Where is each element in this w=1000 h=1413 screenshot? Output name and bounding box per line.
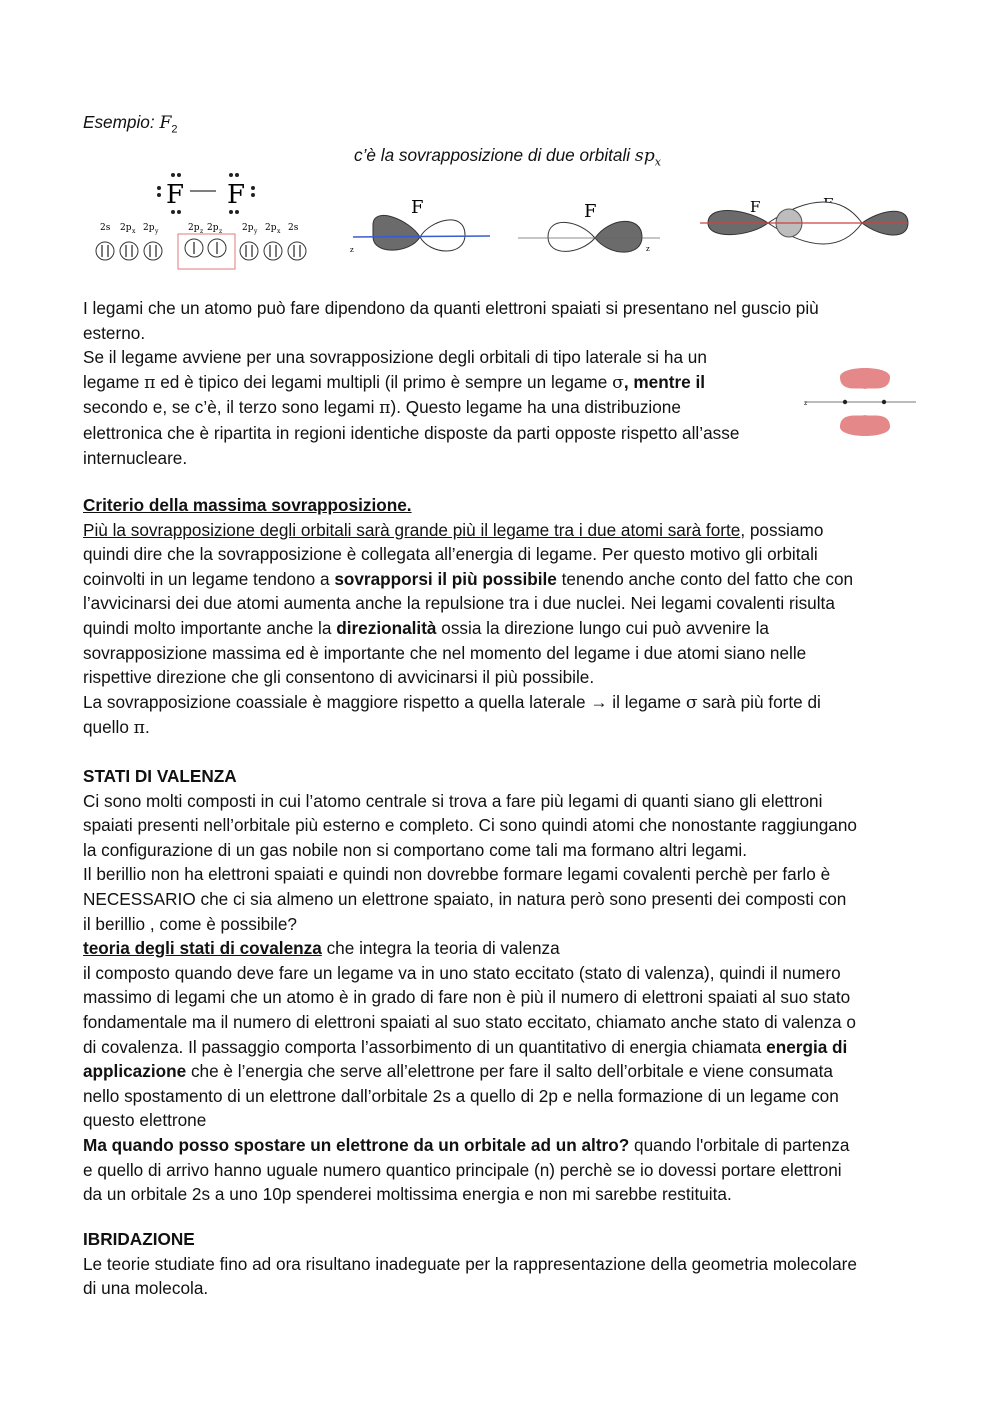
svg-text:x: x <box>132 228 136 235</box>
stati-line: di covalenza. Il passaggio comporta l’assorbimento di un quantitativo di energia chiamata energia di <box>83 1036 848 1057</box>
criterio-line: Più la sovrapposizione degli orbitali sarà grande più il legame tra i due atomi sarà forte, possiamo <box>83 519 824 540</box>
criterio-line: quindi molto importante anche la direzionalità ossia la direzione lungo cui può avvenire la <box>83 617 769 638</box>
orbital-labels <box>100 223 299 235</box>
section-stati-valenza <box>83 764 923 1207</box>
svg-text:F: F <box>584 201 597 222</box>
section-title: IBRIDAZIONE <box>83 1229 195 1249</box>
p1-line: secondo e, se c’è, il terzo sono legami π). Questo legame ha una distribuzione <box>83 397 681 419</box>
svg-text:y: y <box>254 228 258 235</box>
example-subscript: 2 <box>171 123 178 136</box>
orb-label-2pz-a: 2p <box>188 223 200 233</box>
stati-line: questo elettrone <box>83 1110 207 1131</box>
lewis-f-right: F <box>227 180 246 210</box>
section-ibridazione <box>83 1227 923 1301</box>
p1-line: legame π ed è tipico dei legami multipli (il primo è sempre un legame σ, mentre il <box>83 371 706 393</box>
orb-label-2px-left: 2p <box>120 223 132 233</box>
sigma-symbol: σ <box>612 372 624 393</box>
stati-line: il berillio , come è possibile? <box>83 913 297 934</box>
stati-line: NECESSARIO che ci sia almeno un elettrone spaiato, in natura però sono presenti dei composti con <box>83 888 847 909</box>
stati-line: e quello di arrivo hanno uguale numero quantico principale (n) perchè se io dovessi portare elettroni <box>83 1159 842 1180</box>
p1-line: I legami che un atomo può fare dipendono da quanti elettroni spaiati si presentano nel guscio più <box>83 298 819 318</box>
svg-text:F: F <box>750 198 761 216</box>
stati-line: teoria degli stati di covalenza che integra la teoria di valenza <box>83 938 560 959</box>
stati-line: la configurazione di un gas nobile non si comportano come tali ma formano altri legami. <box>83 839 747 860</box>
p1-line: esterno. <box>83 322 146 343</box>
criterio-line: quindi dire che la sovrapposizione è collegata all’energia di legame. Per questo motivo gli orbitali <box>83 544 818 565</box>
pi-bond-diagram <box>800 365 920 440</box>
orb-label-2s-right: 2s <box>288 223 299 233</box>
section-title: Criterio della massima sovrapposizione. <box>83 495 412 515</box>
example-heading <box>83 110 923 142</box>
p1-line: elettronica che è ripartita in regioni identiche disposte da parti opposte rispetto all’asse <box>83 422 740 443</box>
stati-line: Ci sono molti composti in cui l’atomo centrale si trova a fare più legami di quanti siano gli elettroni <box>83 790 823 811</box>
pi-symbol: π <box>133 718 145 739</box>
criterio-line: La sovrapposizione coassiale è maggiore rispetto a quella laterale → il legame σ sarà più forte di <box>83 691 821 713</box>
orbital-figure <box>90 165 910 280</box>
stati-line: massimo di legami che un atomo è in grado di fare non è più il numero di elettroni spaiati al suo stato <box>83 987 851 1008</box>
criterio-line: coinvolti in un legame tendono a sovrapporsi il più possibile tenendo anche conto del fatto che con <box>83 568 854 589</box>
svg-text:F: F <box>411 197 424 218</box>
lewis-structure <box>157 173 255 214</box>
orb-label-2s-left: 2s <box>100 223 111 233</box>
stati-line: Il berillio non ha elettroni spaiati e quindi non dovrebbe formare legami covalenti perchè per farlo è <box>83 864 831 885</box>
stati-line: nello spostamento di un elettrone dall’orbitale 2s a quello di 2p e nella formazione di un legame con <box>83 1085 839 1106</box>
svg-text:y: y <box>155 228 159 235</box>
example-label: Esempio: <box>83 112 155 132</box>
electron-arrows <box>102 242 300 257</box>
svg-text:z: z <box>350 246 354 254</box>
orb-label-2py-left: 2p <box>143 223 155 233</box>
svg-text:z: z <box>804 400 808 407</box>
orb-label-2pz-b: 2p <box>207 223 219 233</box>
criterio-line: sovrapposizione massima ed è importante che nel momento del legame i due atomi siano nelle <box>83 642 807 663</box>
stati-line: spaiati presenti nell’orbitale più esterno e completo. Ci sono quindi atomi che nonostante raggiungano <box>83 815 857 836</box>
criterio-line: rispettive direzione che gli consentono di avvicinarsi il più possibile. <box>83 667 595 688</box>
stati-line: da un orbitale 2s a uno 10p spenderei moltissima energia e non mi sarebbe restituita. <box>83 1184 732 1205</box>
p1-line: Se il legame avviene per una sovrapposizione degli orbitali di tipo laterale si ha un <box>83 347 707 368</box>
stati-line: Ma quando posso spostare un elettrone da un orbitale ad un altro? quando l'orbitale di partenza <box>83 1134 850 1155</box>
ibrid-line: Le teorie studiate fino ad ora risultano inadeguate per la rappresentazione della geometria molecolare <box>83 1253 857 1274</box>
stati-line: fondamentale ma il numero di elettroni spaiati al suo stato eccitato, chiamato anche stato di valenza o <box>83 1011 856 1032</box>
svg-text:z: z <box>219 228 223 235</box>
criterio-line: l’avvicinarsi dei due atomi aumenta anche la repulsione tra i due nuclei. Nei legami covalenti risulta <box>83 593 835 614</box>
caption-subscript: x <box>654 155 661 169</box>
orbital-circles <box>96 234 306 269</box>
svg-text:z: z <box>200 228 204 235</box>
stati-line: applicazione che è l’energia che serve all’elettrone per fare il salto dell’orbitale e viene consumata <box>83 1061 833 1082</box>
criterio-line: quello π. <box>83 717 150 739</box>
pi-symbol: π <box>144 372 156 393</box>
orbital-lobe-1 <box>350 197 490 254</box>
section-criterio <box>83 493 923 741</box>
pi-symbol: π <box>379 398 391 419</box>
sigma-symbol: σ <box>685 692 698 713</box>
orbital-lobe-2 <box>518 201 660 253</box>
axis-line-blue <box>353 236 490 237</box>
orbital-overlap <box>700 195 908 244</box>
orb-label-2py-right: 2p <box>242 223 254 233</box>
example-formula: F <box>159 113 172 133</box>
lewis-f-left: F <box>166 180 185 210</box>
paragraph-legami <box>83 296 923 470</box>
svg-text:x: x <box>277 228 281 235</box>
caption-formula: sp <box>634 146 655 166</box>
orb-label-2px-right: 2p <box>265 223 277 233</box>
stati-line: il composto quando deve fare un legame va in uno stato eccitato (stato di valenza), quindi il numero <box>83 962 841 983</box>
svg-text:z: z <box>646 245 650 253</box>
p1-line: internucleare. <box>83 447 188 468</box>
section-title: STATI DI VALENZA <box>83 766 237 786</box>
ibrid-line: di una molecola. <box>83 1278 209 1299</box>
caption-text: c’è la sovrapposizione di due orbitali <box>354 145 631 165</box>
